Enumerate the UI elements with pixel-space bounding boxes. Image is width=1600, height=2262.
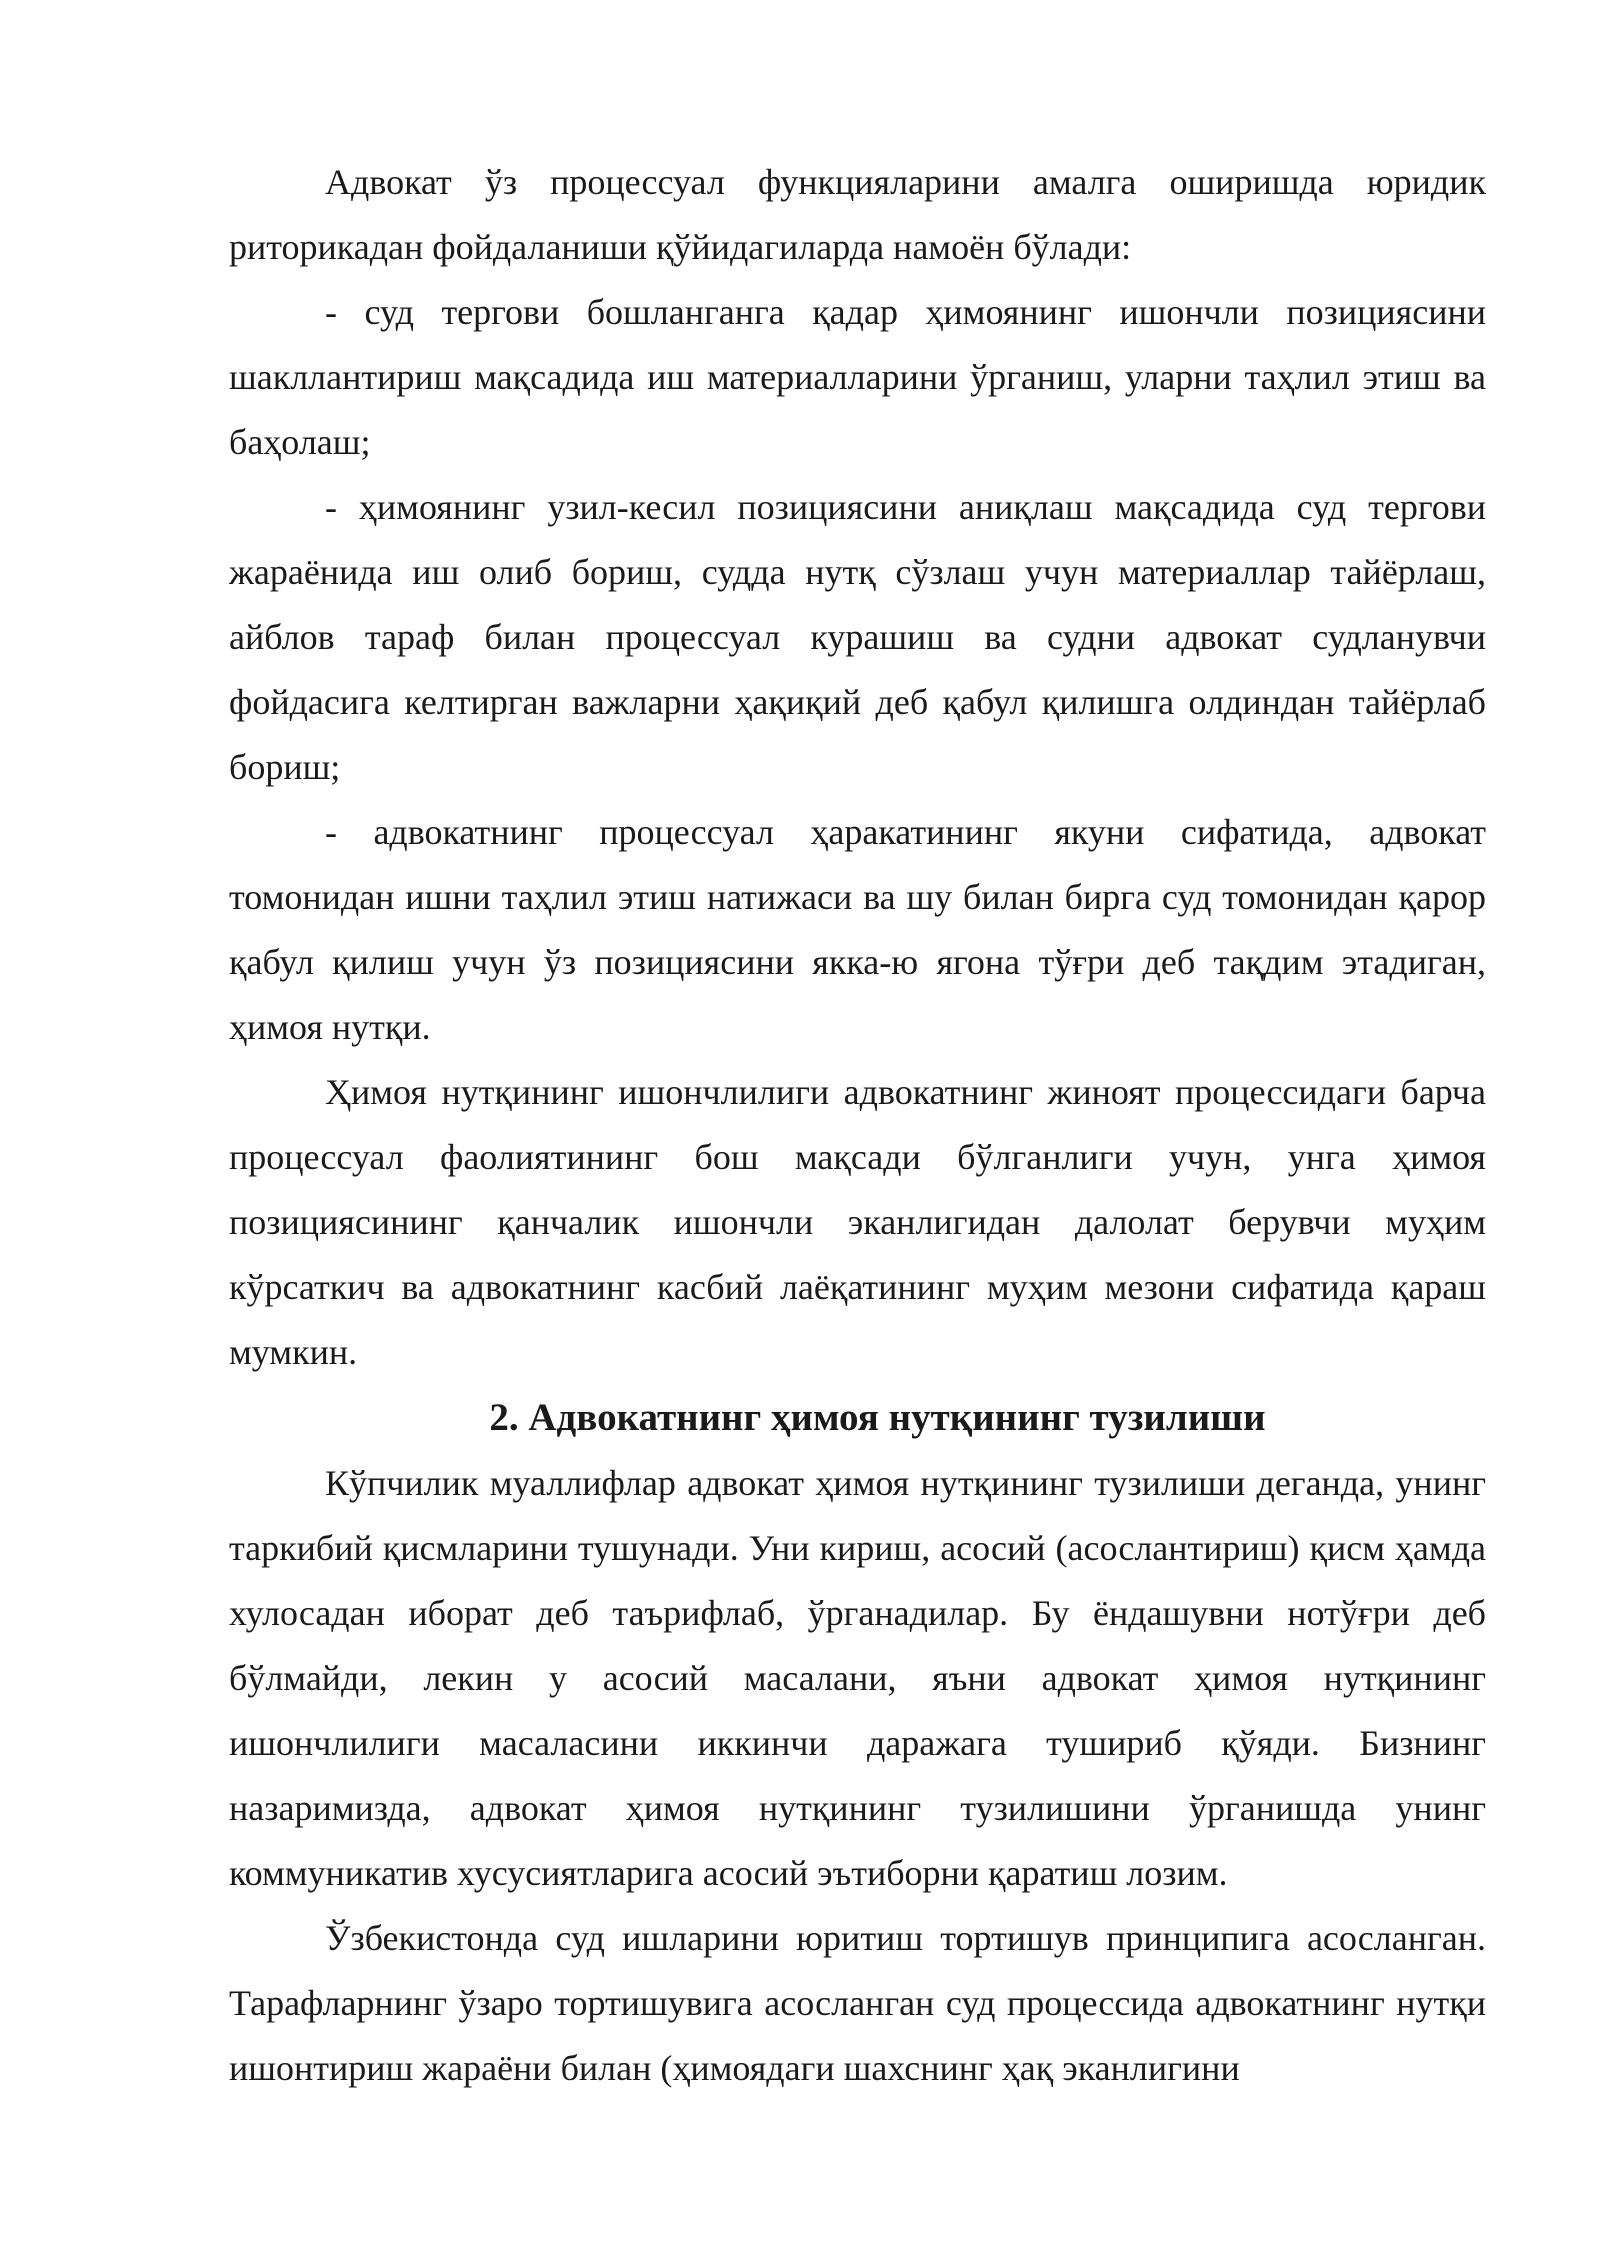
paragraph-intro: Адвокат ўз процессуал функцияларини амалга оширишда юридик риторикадан фойдаланиши қўйидагиларда намоён бўлади: bbox=[229, 162, 1486, 267]
list-item-defense-speech: - адвокатнинг процессуал ҳаракатининг якуни сифатида, адвокат томонидан ишни таҳлил этиш натижаси ва шу билан бирга суд томонидан қарор қабул қилиш учун ўз позициясини якка-ю ягона тўғри деб тақдим этадиган, ҳимоя нутқи. bbox=[229, 812, 1486, 1047]
paragraph-reliability: Ҳимоя нутқининг ишончлилиги адвокатнинг жиноят процессидаги барча процессуал фаолиятининг бош мақсади бўлганлиги учун, унга ҳимоя позициясининг қанчалик ишончли эканлигидан далолат берувчи муҳим кўрсаткич ва адвокатнинг касбий лаёқатининг муҳим мезони сифатида қараш мумкин. bbox=[229, 1072, 1486, 1372]
section-heading: 2. Адвокатнинг ҳимоя нутқининг тузилиши bbox=[489, 1396, 1266, 1439]
list-item-study-materials: - суд тергови бошланганга қадар ҳимоянинг ишончли позициясини шакллантириш мақсадида иш материалларини ўрганиш, уларни таҳлил этиш ва баҳолаш; bbox=[229, 292, 1486, 462]
paragraph-uzbekistan: Ўзбекистонда суд ишларини юритиш тортишув принципига асосланган. Тарафларнинг ўзаро тортишувига асосланган суд процессида адвокатнинг нутқи ишонтириш жараёни билан (ҳимоядаги шахснинг ҳақ эканлигини bbox=[229, 1918, 1486, 2088]
paragraph-structure: Кўпчилик муаллифлар адвокат ҳимоя нутқининг тузилиши деганда, унинг таркибий қисмларини тушунади. Уни кириш, асосий (асослантириш) қисм ҳамда хулосадан иборат деб таърифлаб, ўрганадилар. Бу ёндашувни нотўғри деб бўлмайди, лекин у асосий масалани, яъни адвокат ҳимоя нутқининг ишончлилиги масаласини иккинчи даражага тушириб қўяди. Бизнинг назаримизда, адвокат ҳимоя нутқининг тузилишини ўрганишда унинг коммуникатив хусусиятларига асосий эътиборни қаратиш лозим. bbox=[229, 1463, 1486, 1893]
document-page bbox=[229, 150, 1486, 2101]
list-item-final-position: - ҳимоянинг узил-кесил позициясини аниқлаш мақсадида суд тергови жараёнида иш олиб бориш, судда нутқ сўзлаш учун материаллар тайёрлаш, айблов тараф билан процессуал курашиш ва судни адвокат судланувчи фойдасига келтирган важларни ҳақиқий деб қабул қилишга олдиндан тайёрлаб бориш; bbox=[229, 487, 1486, 787]
